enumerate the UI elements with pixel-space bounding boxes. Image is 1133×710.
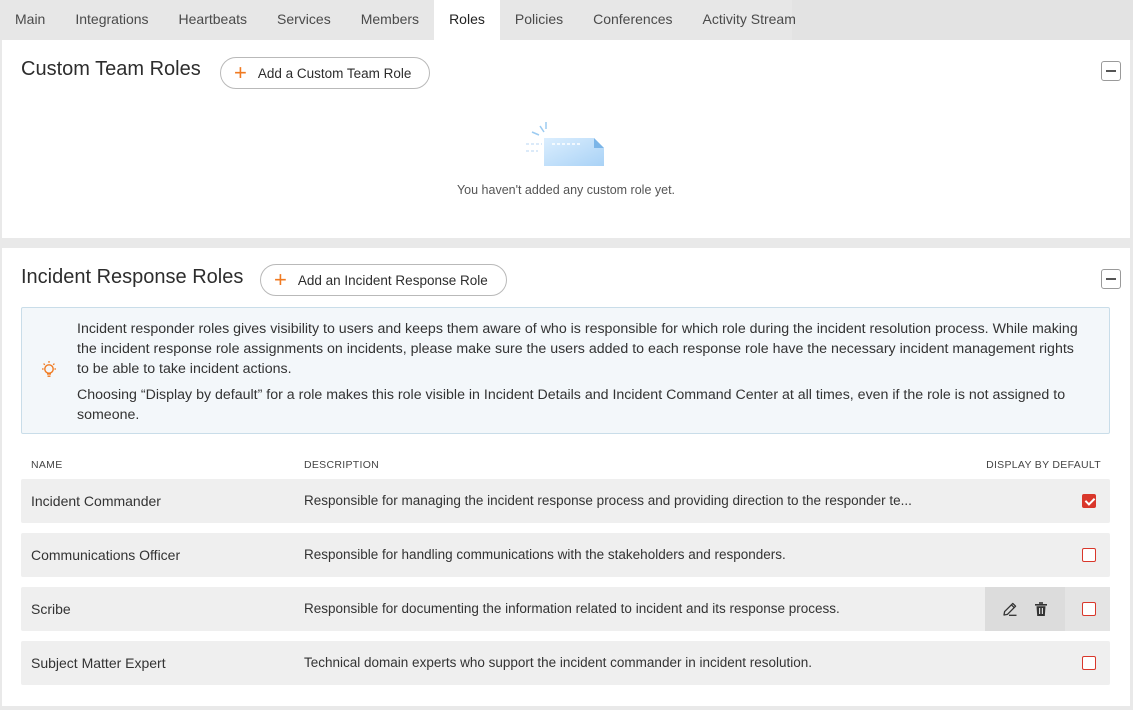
empty-roles-illustration [522, 120, 606, 172]
collapse-button[interactable] [1101, 269, 1121, 289]
info-text [77, 319, 1087, 425]
tab-policies[interactable]: Policies [514, 11, 564, 27]
panel-title: Custom Team Roles [21, 58, 201, 80]
tab-conferences[interactable]: Conferences [593, 11, 673, 27]
tab-integrations[interactable]: Integrations [75, 11, 149, 27]
role-description: Responsible for managing the incident response process and providing direction to the responder te... [304, 493, 912, 508]
table-row[interactable] [21, 479, 1110, 523]
panel-title: Incident Response Roles [21, 266, 244, 288]
collapse-button[interactable] [1101, 61, 1121, 81]
tab-activity-stream[interactable]: Activity Stream [702, 11, 796, 27]
display-by-default-checkbox[interactable] [1082, 656, 1096, 670]
button-label: Add a Custom Team Role [257, 65, 412, 81]
tab-heartbeats[interactable]: Heartbeats [178, 11, 248, 27]
button-label: Add an Incident Response Role [297, 272, 488, 288]
plus-icon: + [274, 267, 287, 292]
pencil-icon[interactable] [1001, 600, 1019, 618]
table-row[interactable] [21, 641, 1110, 685]
display-by-default-checkbox[interactable] [1082, 548, 1096, 562]
empty-state-text: You haven't added any custom role yet. [456, 183, 676, 197]
custom-team-roles-panel [2, 40, 1130, 238]
lightbulb-icon [40, 360, 58, 380]
row-actions [985, 587, 1065, 631]
role-name: Communications Officer [31, 547, 181, 563]
role-name: Subject Matter Expert [31, 655, 166, 671]
tab-bar [0, 0, 1133, 40]
display-by-default-checkbox[interactable] [1082, 602, 1096, 616]
table-row[interactable] [21, 587, 1110, 631]
column-header-display-by-default: DISPLAY BY DEFAULT [986, 459, 1101, 471]
tab-members[interactable]: Members [360, 11, 420, 27]
column-header-name: NAME [31, 459, 63, 471]
tab-list [0, 0, 796, 40]
info-paragraph: Choosing “Display by default” for a role makes this role visible in Incident Details and Incident Command Center at all times, even if the role is not assigned to someone. [77, 387, 1066, 423]
tab-roles[interactable]: Roles [434, 0, 500, 40]
add-incident-response-role-button[interactable] [260, 264, 507, 296]
tab-main[interactable]: Main [15, 11, 46, 27]
display-by-default-checkbox[interactable] [1082, 494, 1096, 508]
add-custom-team-role-button[interactable] [220, 57, 430, 89]
role-description: Responsible for handling communications with the stakeholders and responders. [304, 547, 786, 562]
info-box [21, 307, 1110, 434]
tab-services[interactable]: Services [277, 11, 331, 27]
plus-icon: + [234, 60, 247, 85]
info-paragraph: Incident responder roles gives visibility to users and keeps them aware of who is responsible for which role during the incident resolution process. While making the incident response role assignments on incidents, please make sure the users added to each response role have the necessary incident management rights to be able to take incident actions. [77, 321, 1078, 377]
role-name: Incident Commander [31, 493, 161, 509]
incident-response-roles-panel [2, 248, 1130, 706]
role-name: Scribe [31, 601, 71, 617]
table-row[interactable] [21, 533, 1110, 577]
role-description: Responsible for documenting the information related to incident and its response process. [304, 601, 840, 616]
column-header-description: DESCRIPTION [304, 459, 380, 471]
role-description: Technical domain experts who support the incident commander in incident resolution. [304, 655, 813, 670]
trash-icon[interactable] [1032, 600, 1050, 618]
